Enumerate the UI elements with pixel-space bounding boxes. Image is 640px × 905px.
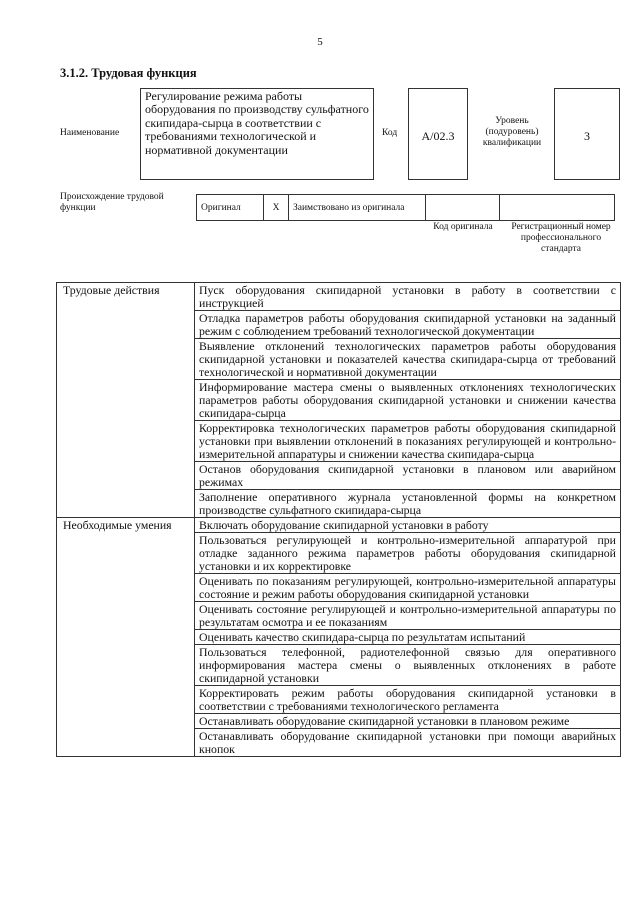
labor-actions-section xyxy=(57,283,621,518)
code-original-cell xyxy=(426,195,500,221)
list-item: Оценивать состояние регулирующей и контрольно-измерительной аппаратуры по результатам осмотра и ее показаниям xyxy=(195,602,621,630)
list-item: Корректировка технологических параметров работы оборудования скипидарной установки при выявлении отклонений в показаниях регулирующей и контрольно-измерительной аппаратуры и снижении качества скипидара-сырца xyxy=(195,421,621,462)
list-item: Пуск оборудования скипидарной установки в работу в соответствии с инструкцией xyxy=(195,283,621,311)
page-number: 5 xyxy=(317,36,323,48)
list-item: Информирование мастера смены о выявленных отклонениях технологических параметров работы оборудования скипидарной установки и снижении качества скипидара-сырца xyxy=(195,380,621,421)
name-label: Наименование xyxy=(60,128,120,138)
list-item: Выявление отклонений технологических параметров работы оборудования скипидарной установки и показателей качества скипидара-сырца от требований технологической и нормативной документации xyxy=(195,339,621,380)
origin-table xyxy=(196,194,615,221)
section-title: 3.1.2. Трудовая функция xyxy=(60,66,197,80)
list-item: Заполнение оперативного журнала установленной формы на конкретном производстве сульфатного скипидара-сырца xyxy=(195,490,621,518)
qualification-level-field: 3 xyxy=(554,88,620,180)
table-row xyxy=(57,283,621,311)
list-item: Оценивать качество скипидара-сырца по результатам испытаний xyxy=(195,630,621,645)
function-code-field: A/02.3 xyxy=(408,88,468,180)
list-item: Включать оборудование скипидарной установки в работу xyxy=(195,518,621,533)
list-item: Пользоваться телефонной, радиотелефонной связью для оперативного информирования мастера смены о выявленных отклонениях в работе скипидарной установки xyxy=(195,645,621,686)
original-label: Оригинал xyxy=(197,195,264,221)
function-name-field: Регулирование режима работы оборудования по производству сульфатного скипидара-сырца в соответствии с требованиями технологической и нормативной документации xyxy=(140,88,374,180)
reg-number-cell xyxy=(500,195,615,221)
labor-function-table xyxy=(56,282,621,757)
list-item: Останавливать оборудование скипидарной установки при помощи аварийных кнопок xyxy=(195,729,621,757)
reg-number-caption: Регистрационный номер профессионального стандарта xyxy=(511,222,611,254)
required-skills-title: Необходимые умения xyxy=(57,518,195,757)
code-original-caption: Код оригинала xyxy=(433,222,493,232)
original-mark: X xyxy=(264,195,289,221)
code-label: Код xyxy=(382,128,398,138)
labor-actions-title: Трудовые действия xyxy=(57,283,195,518)
list-item: Отладка параметров работы оборудования скипидарной установки на заданный режим с соблюдением требований технологической документации xyxy=(195,311,621,339)
list-item: Пользоваться регулирующей и контрольно-измерительной аппаратурой при отладке заданного режима параметров работы оборудования скипидарной установки и их корректировке xyxy=(195,533,621,574)
list-item: Корректировать режим работы оборудования скипидарной установки в соответствии с требованиями технологического регламента xyxy=(195,686,621,714)
list-item: Оценивать по показаниям регулирующей, контрольно-измерительной аппаратуры состояние и режим работы оборудования скипидарной установки xyxy=(195,574,621,602)
list-item: Останавливать оборудование скипидарной установки в плановом режиме xyxy=(195,714,621,729)
borrowed-label: Заимствовано из оригинала xyxy=(289,195,426,221)
table-row xyxy=(57,518,621,533)
origin-label: Происхождение трудовой функции xyxy=(60,192,164,213)
required-skills-section xyxy=(57,518,621,757)
qualification-level-label: Уровень (подуровень) квалификации xyxy=(482,116,542,148)
list-item: Останов оборудования скипидарной установки в плановом или аварийном режимах xyxy=(195,462,621,490)
